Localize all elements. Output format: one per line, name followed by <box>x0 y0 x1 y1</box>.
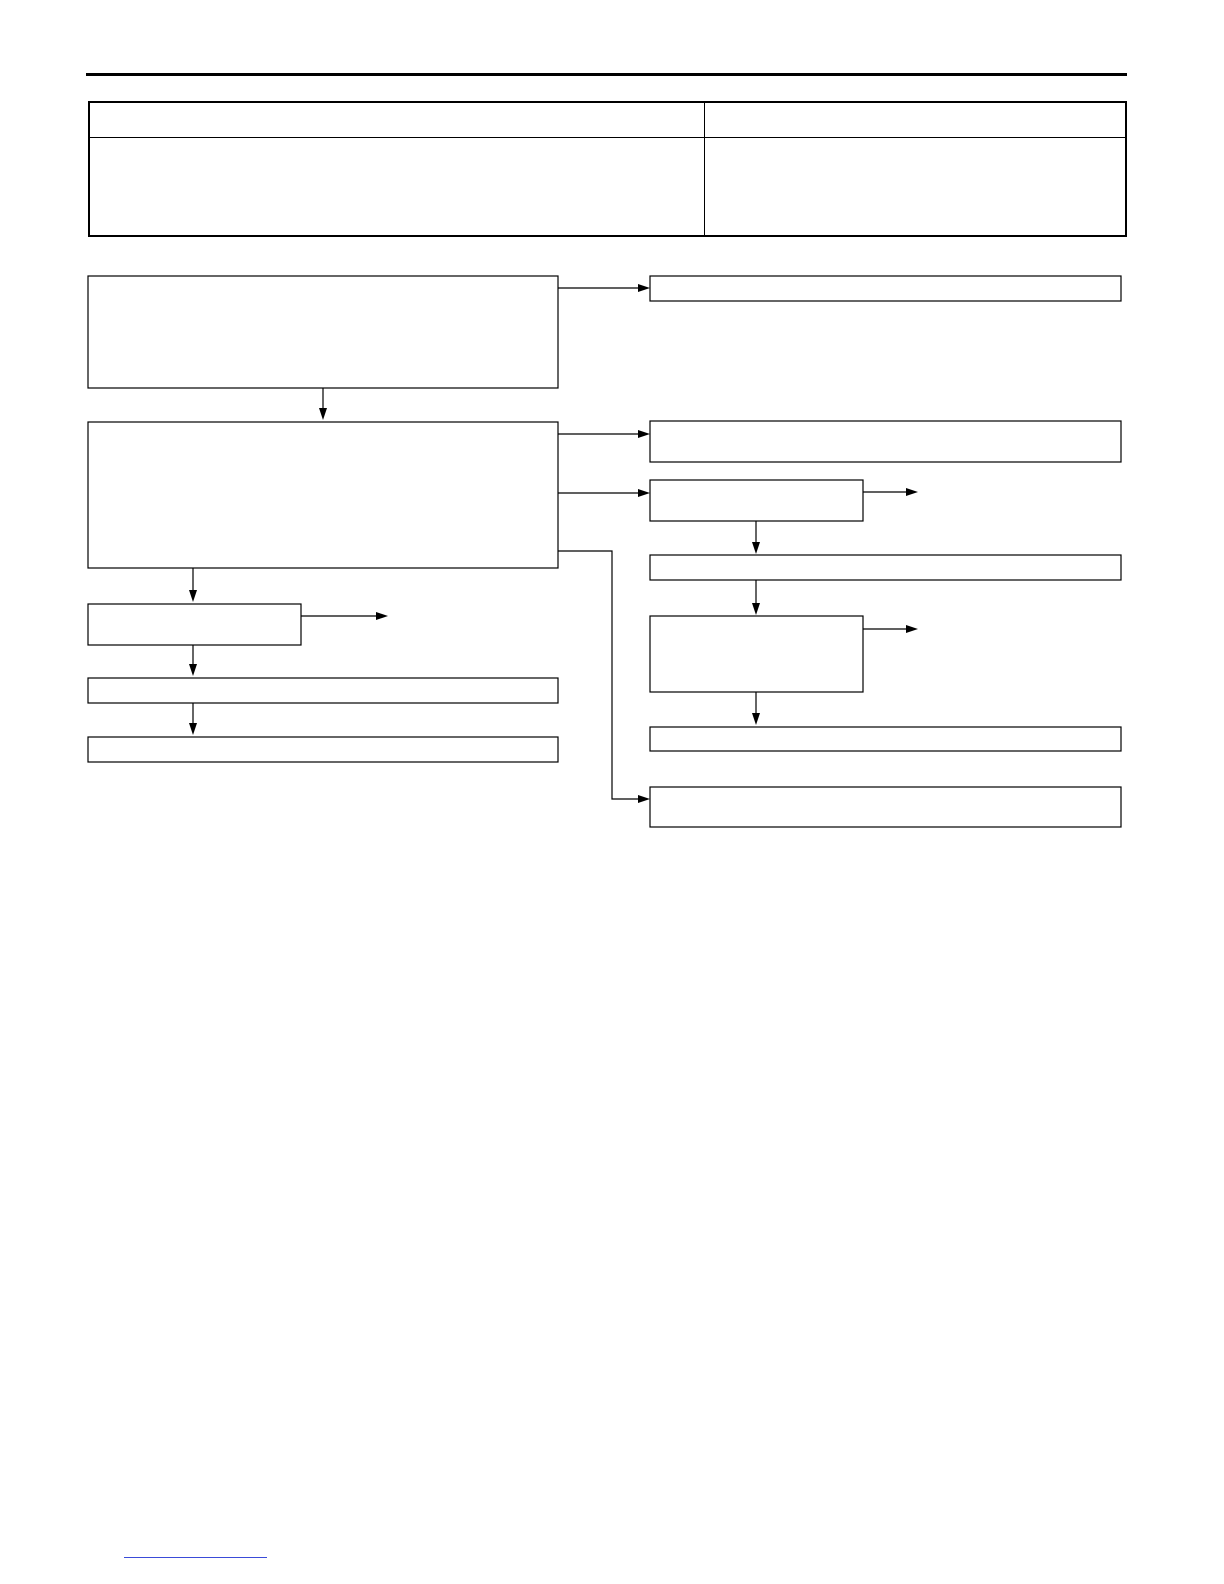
flow-box-step-1 <box>88 276 558 388</box>
flow-box-check-2b <box>650 480 863 521</box>
flow-box-action-2b <box>650 555 1121 580</box>
arrowhead <box>319 408 327 420</box>
flow-box-step-2 <box>88 422 558 568</box>
arrowhead <box>189 590 197 602</box>
flow-box-action-2c <box>650 727 1121 751</box>
arrowhead <box>906 488 918 496</box>
arrowhead <box>638 430 650 438</box>
connector-step2-result2d <box>558 551 640 799</box>
flow-box-result-2d <box>650 787 1121 827</box>
flow-box-action-3 <box>88 678 558 703</box>
arrowhead <box>752 542 760 554</box>
flow-box-check-2c <box>650 616 863 692</box>
arrowhead <box>752 603 760 615</box>
arrowhead <box>376 612 388 620</box>
flow-box-result-2a <box>650 421 1121 462</box>
arrowhead <box>189 723 197 735</box>
arrowhead <box>638 284 650 292</box>
arrowhead <box>906 625 918 633</box>
arrowhead <box>189 664 197 676</box>
footer-link-underline[interactable] <box>124 1557 267 1558</box>
arrowhead <box>752 713 760 725</box>
flow-box-action-4 <box>88 737 558 762</box>
flow-box-result-1 <box>650 276 1121 301</box>
arrowhead <box>638 489 650 497</box>
flow-box-check-3 <box>88 604 301 645</box>
arrowhead <box>638 795 650 803</box>
